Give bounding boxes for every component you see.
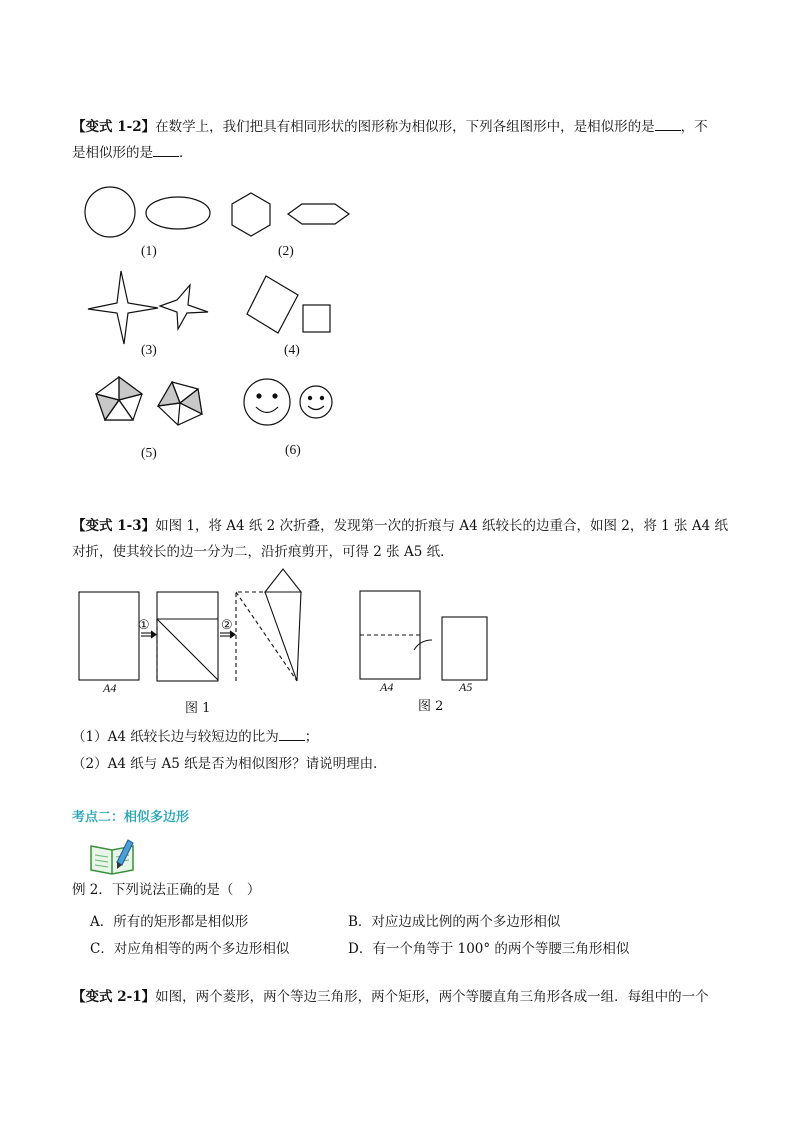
variant-text: 在数学上，我们把具有相同形状的图形称为相似形，下列各组图形中，是相似形的是 bbox=[155, 119, 655, 135]
variant-text: ． bbox=[179, 145, 193, 161]
question-text: ； bbox=[304, 729, 319, 745]
question-2: （2）A4 纸与 A5 纸是否为相似图形？请说明理由． bbox=[72, 756, 387, 772]
figure-caption: (1) bbox=[141, 243, 157, 258]
variant-text: ，不 bbox=[680, 119, 708, 135]
figure-label: 图 2 bbox=[418, 699, 444, 714]
figure-label: 图 1 bbox=[185, 701, 211, 716]
example-2-stem: 例 2．下列说法正确的是（ ） bbox=[72, 882, 261, 898]
figure-caption: (2) bbox=[278, 243, 294, 258]
a4-label: A4 bbox=[103, 681, 117, 695]
variant-tag: 【变式 1-2】 bbox=[72, 119, 156, 135]
variant-tag: 【变式 1-3】 bbox=[72, 518, 156, 534]
variant-2-1-text bbox=[72, 984, 742, 1010]
variant-text: 如图 1，将 A4 纸 2 次折叠，发现第一次的折痕与 A4 纸较长的边重合，如图 2，将 1 张 A4 纸 bbox=[155, 518, 728, 534]
figure-caption: (4) bbox=[284, 342, 300, 357]
section-title: 考点二：相似多边形 bbox=[72, 810, 190, 825]
variant-text: 如图，两个菱形，两个等边三角形，两个矩形，两个等腰直角三角形各成一组．每组中的一个 bbox=[155, 989, 709, 1005]
option-c[interactable]: C．对应角相等的两个多边形相似 bbox=[90, 941, 290, 957]
option-b[interactable]: B．对应边成比例的两个多边形相似 bbox=[348, 914, 561, 930]
a4-label: A4 bbox=[380, 680, 394, 694]
variant-tag: 【变式 2-1】 bbox=[72, 989, 156, 1005]
step-marker: ② bbox=[221, 618, 233, 633]
figure-caption: (5) bbox=[141, 445, 157, 460]
variant-text: 是相似形的是 bbox=[72, 145, 153, 161]
step-marker: ① bbox=[138, 618, 150, 633]
figure-caption: (3) bbox=[141, 342, 157, 357]
variant-text: 对折，使其较长的边一分为二，沿折痕剪开，可得 2 张 A5 纸． bbox=[72, 544, 454, 560]
option-d[interactable]: D．有一个角等于 100° 的两个等腰三角形相似 bbox=[348, 941, 630, 957]
figure-caption: (6) bbox=[285, 442, 301, 457]
option-a[interactable]: A．所有的矩形都是相似形 bbox=[90, 914, 249, 930]
question-text: （1）A4 纸较长边与较短边的比为 bbox=[72, 729, 279, 745]
a5-label: A5 bbox=[459, 680, 473, 694]
